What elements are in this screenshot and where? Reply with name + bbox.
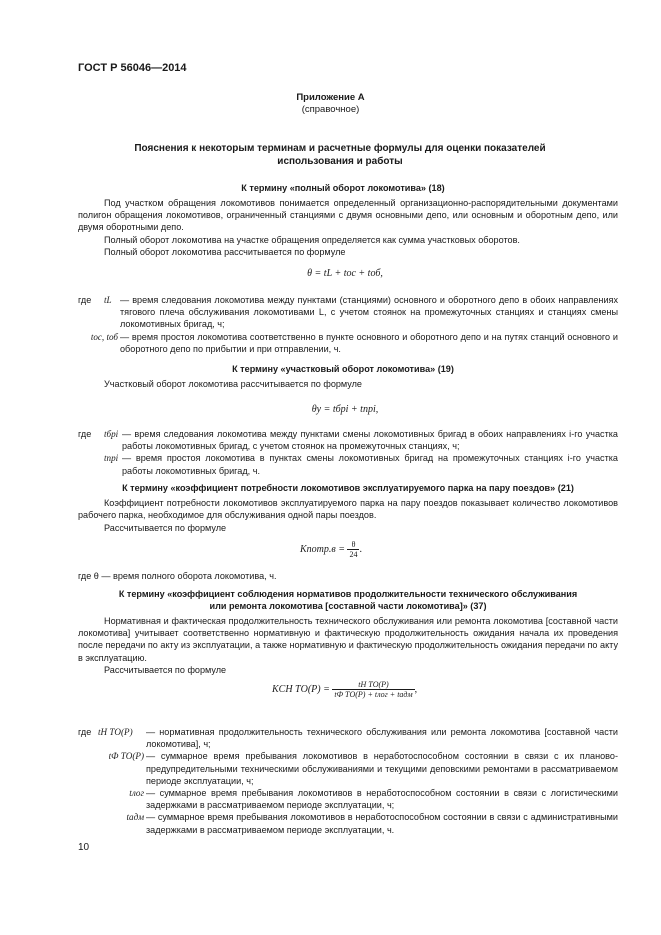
- definition-text: — суммарное время пребывания локомотивов в неработоспособном состоянии в связи с административными задержками в рассматриваемом периоде эксплуатации, ч.: [146, 812, 618, 835]
- symbol: tL: [104, 295, 112, 305]
- appendix-title: Приложение А: [296, 92, 365, 103]
- fraction: [332, 680, 414, 699]
- formula-lhs: KСН ТО(Р) =: [272, 683, 330, 695]
- main-title-line2: использования и работы: [277, 156, 403, 167]
- formula-full-turnover: θ = tL + tос + tоб,: [307, 268, 383, 279]
- definitions-s2: [78, 428, 618, 477]
- definition-text: — время следования локомотива между пунктами смены локомотивных бригад в обоих направлениях i-го участка работы локомотивных бригад, с учетом стоянок на промежуточных станциях, ч;: [122, 429, 618, 452]
- formula-section-turnover: θу = tбрi + tпрi,: [311, 404, 379, 415]
- symbol: tН ТО(Р): [98, 727, 133, 737]
- appendix-note: (справочное): [301, 104, 360, 115]
- paragraph: Рассчитывается по формуле: [104, 665, 227, 675]
- section-heading-section-turnover: К термину «участковый оборот локомотива» (19): [232, 364, 454, 374]
- definition-text: — суммарное время пребывания локомотивов в неработоспособном состоянии в связи с их планово-предупредительными техническими обслуживаниями и текущими деповскими ремонтами в рассматриваемом периоде эксплуатации, ч;: [146, 751, 618, 786]
- definition-row: [78, 750, 618, 787]
- where-label: где: [78, 727, 92, 737]
- fraction: [347, 540, 359, 559]
- where-label: где: [78, 429, 92, 439]
- definition-row: [78, 452, 618, 476]
- definition-text: — время следования локомотива между пунктами (станциями) основного и оборотного депо в обоих направлениях тягового плеча обслуживания локомотивами L, с учетом стоянок на промежуточных станциях и станциях смены локомотивных бригад, ч;: [120, 295, 618, 330]
- paragraph: Нормативная и фактическая продолжительность технического обслуживания или ремонта локомотива [составной части локомотива] учитывает соответственно нормативную и фактическую продолжительность ожидания начала их проведения после передачи по акту из эксплуатации, а также нормативную и фактическую продолжительность ожидания передачи по акту в эксплуатацию.: [78, 616, 618, 663]
- standard-header: ГОСТ Р 56046—2014: [78, 62, 187, 74]
- paragraph: Участковый оборот локомотива рассчитывается по формуле: [104, 379, 362, 389]
- definitions-s1: [78, 294, 618, 355]
- numerator: θ: [347, 540, 359, 550]
- heading-line1: К термину «коэффициент соблюдения нормативов продолжительности технического обслуживания: [118, 589, 578, 599]
- definition-row: [78, 331, 618, 355]
- definition-text: — нормативная продолжительность технического обслуживания или ремонта локомотива [составной части локомотива], ч;: [146, 727, 618, 750]
- section-heading-full-turnover: К термину «полный оборот локомотива» (18): [241, 183, 445, 193]
- page-number: 10: [78, 842, 90, 853]
- definition-row: [78, 726, 618, 750]
- denominator: 24: [349, 550, 358, 559]
- appendix-label: [0, 92, 661, 116]
- definition-text: — время простоя локомотива в пунктах смены локомотивных бригад на промежуточных станциях i-го участка работы локомотивных бригад, ч.: [122, 453, 618, 476]
- section-heading-need-coefficient: К термину «коэффициент потребности локомотивов эксплуатируемого парка на пару поездов» (21): [122, 483, 574, 493]
- section-heading-compliance-coefficient: [78, 588, 618, 612]
- symbol: tлог: [129, 788, 144, 799]
- where-label: где: [78, 295, 92, 305]
- where-line: где θ — время полного оборота локомотива, ч.: [78, 571, 277, 581]
- paragraph: Коэффициент потребности локомотивов эксплуатируемого парка на пару поездов показывает количество локомотивов рабочего парка, необходимое для обслуживания одной пары поездов.: [78, 498, 618, 521]
- formula-compliance-coefficient: KСН ТО(Р) = $\frac{\text{tН ТО(Р)}}{\text{tФ ТО(Р) + tлог + tадм}}$ ,: [272, 680, 418, 699]
- definition-row: [78, 811, 618, 835]
- definition-text: — суммарное время пребывания локомотивов в неработоспособном состоянии в связи с логистическими задержками в рассматриваемом периоде эксплуатации, ч;: [146, 788, 618, 811]
- paragraph: Полный оборот локомотива на участке обращения определяется как сумма участковых оборотов.: [104, 235, 520, 245]
- definition-text: — время простоя локомотива соответственно в пункте основного и оборотного депо и на путях станций основного и оборотного депо по прибытии и при отправлении, ч.: [120, 331, 618, 354]
- main-title-line1: Пояснения к некоторым терминам и расчетные формулы для оценки показателей: [134, 143, 546, 154]
- heading-line2: или ремонта локомотива [составной части локомотива]» (37): [209, 601, 487, 612]
- paragraph: Под участком обращения локомотивов понимается определенный организационно-распорядительными документами полигон обращения локомотивов, ограниченный станциями с двумя основными депо, или основным и оборотным депо, или двумя оборотными депо.: [78, 198, 618, 233]
- formula-lhs: Kпотр.в =: [300, 543, 345, 555]
- denominator: tФ ТО(Р) + tлог + tадм: [334, 690, 413, 699]
- symbol: tпрi: [104, 453, 119, 464]
- paragraph: Полный оборот локомотива рассчитывается по формуле: [104, 247, 346, 257]
- symbol: tбрi: [104, 429, 119, 439]
- numerator: tН ТО(Р): [332, 680, 414, 690]
- symbol: tФ ТО(Р): [108, 751, 144, 762]
- formula-need-coefficient: Kпотр.в = $\frac{\theta}{24}$ .: [300, 540, 362, 559]
- definition-row: [78, 294, 618, 331]
- paragraph: Рассчитывается по формуле: [104, 523, 227, 533]
- main-title: [60, 142, 620, 168]
- definition-row: [78, 428, 618, 452]
- symbol: tос, tоб: [90, 331, 118, 342]
- definitions-s4: [78, 726, 618, 836]
- symbol: tадм: [126, 812, 144, 823]
- definition-row: [78, 787, 618, 811]
